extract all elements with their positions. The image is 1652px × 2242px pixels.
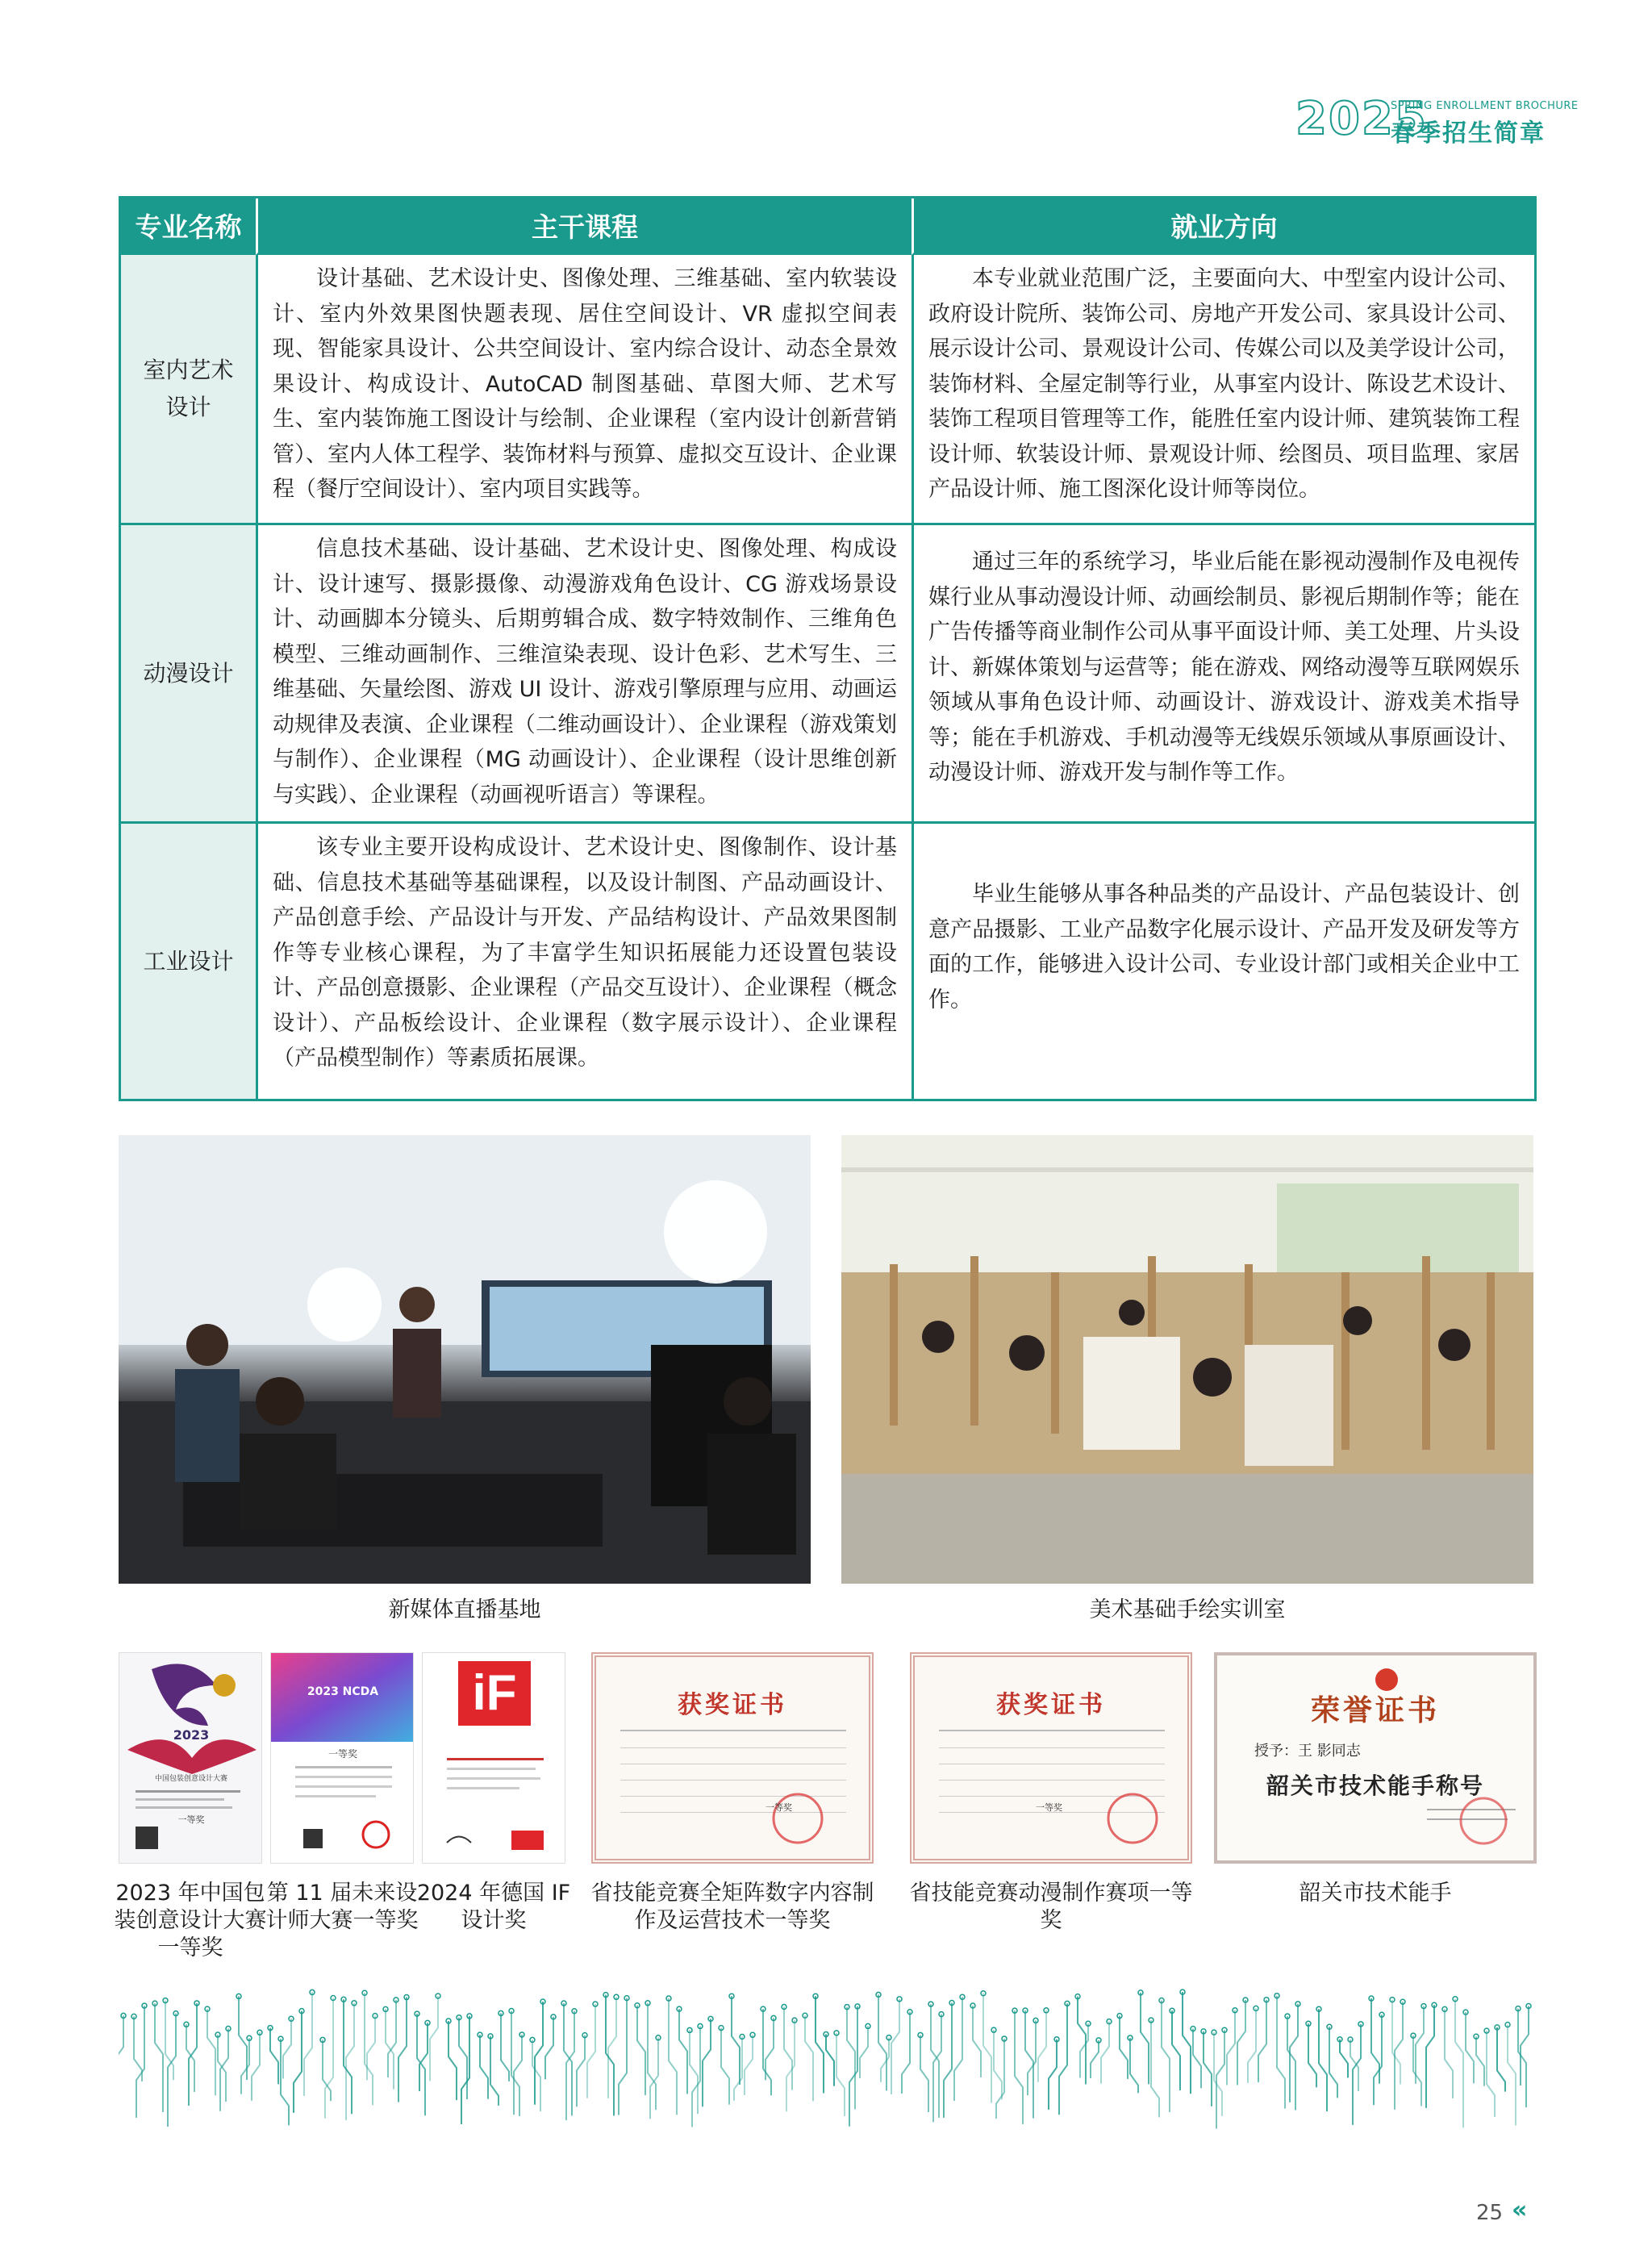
certificate-if-design bbox=[422, 1652, 565, 1864]
header-career-direction: 就业方向 bbox=[912, 198, 1537, 255]
table-header-row bbox=[119, 196, 1537, 255]
major-name: 工业设计 bbox=[119, 824, 256, 1101]
certificate-caption: 省技能竞赛动漫制作赛项一等奖 bbox=[909, 1881, 1193, 1933]
certificate-packaging-design bbox=[119, 1652, 262, 1864]
certificate-tag: 2023 NCDA bbox=[307, 1685, 379, 1698]
certificate-level: 一等奖 bbox=[766, 1802, 792, 1813]
certificate-artwork bbox=[119, 1653, 262, 1864]
table-row bbox=[119, 525, 1537, 824]
page-number: 25 bbox=[1476, 2201, 1504, 2225]
certificate-title: 中国包装创意设计大赛 bbox=[154, 1775, 227, 1783]
certificate-caption: 2023 年中国包装创意设计大赛一等奖 bbox=[114, 1881, 267, 1960]
certificate-greeting: 授予：王 影同志 bbox=[1254, 1743, 1361, 1760]
certificate-future-designer bbox=[270, 1652, 414, 1864]
certificate-provincial-digital-content bbox=[591, 1652, 874, 1864]
certificate-award: 一等奖 bbox=[177, 1814, 205, 1825]
career-direction bbox=[912, 525, 1537, 824]
certificate-caption: 省技能竞赛全矩阵数字内容制作及运营技术一等奖 bbox=[590, 1881, 874, 1933]
header-major-name: 专业名称 bbox=[119, 198, 256, 255]
certificate-caption: 韶关市技术能手 bbox=[1299, 1881, 1452, 1906]
if-logo: iF bbox=[472, 1665, 517, 1721]
certificate-year: 2023 bbox=[173, 1727, 210, 1743]
core-courses-text: 设计基础、艺术设计史、图像处理、三维基础、室内软装设计、室内外效果图快题表现、居住空间设计、VR 虚拟空间表现、智能家具设计、公共空间设计、室内综合设计、动态全景效果设计、构成设计、AutoCAD 制图基础、草图大师、艺术写生、室内装饰施工图设计与绘制、企业课程（室内设计创新营销管）、室内人体工程学、装饰材料与预算、虚拟交互设计、企业课程（餐厅空间设计）、室内项目实践等。 bbox=[273, 266, 897, 502]
certificate-level: 一等奖 bbox=[1036, 1802, 1062, 1813]
photo-caption: 美术基础手绘实训室 bbox=[1089, 1597, 1286, 1622]
chevron-left-icon: « bbox=[1512, 2196, 1528, 2224]
career-direction bbox=[912, 824, 1537, 1101]
brochure-header bbox=[1295, 93, 1579, 148]
certificate-title: 获奖证书 bbox=[996, 1691, 1106, 1719]
core-courses bbox=[256, 824, 912, 1101]
core-courses-text: 该专业主要开设构成设计、艺术设计史、图像制作、设计基础、信息技术基础等基础课程，以及设计制图、产品动画设计、产品创意手绘、产品设计与开发、产品结构设计、产品效果图制作等专业核心课程，为了丰富学生知识拓展能力还设置包装设计、产品创意摄影、企业课程（产品交互设计）、企业课程（概念设计）、产品板绘设计、企业课程（数字展示设计）、企业课程（产品模型制作）等素质拓展课。 bbox=[273, 835, 897, 1071]
header-core-courses: 主干课程 bbox=[256, 198, 912, 255]
certificate-caption: 2024 年德国 IF 设计奖 bbox=[416, 1881, 571, 1933]
photo-caption: 新媒体直播基地 bbox=[388, 1597, 541, 1622]
header-year: 2025 bbox=[1295, 93, 1428, 145]
header-subtitle-cn: 春季招生简章 bbox=[1391, 119, 1546, 148]
certificate-award: 一等奖 bbox=[327, 1748, 357, 1760]
photo-art-drawing-room bbox=[841, 1135, 1533, 1584]
header-subtitle-en: SPRING ENROLLMENT BROCHURE bbox=[1391, 100, 1579, 112]
certificate-caption: 第 11 届未来设计师大赛一等奖 bbox=[265, 1881, 419, 1933]
core-courses-text: 信息技术基础、设计基础、艺术设计史、图像处理、构成设计、设计速写、摄影摄像、动漫游戏角色设计、CG 游戏场景设计、动画脚本分镜头、后期剪辑合成、数字特效制作、三维角色模型、三维动画制作、三维渲染表现、设计色彩、艺术写生、三维基础、矢量绘图、游戏 UI 设计、游戏引擎原理与应用、动画运动规律及表演、企业课程（二维动画设计）、企业课程（游戏策划与制作）、企业课程（MG 动画设计）、企业课程（设计思维创新与实践）、企业课程（动画视听语言）等课程。 bbox=[273, 536, 897, 808]
career-direction bbox=[912, 255, 1537, 525]
career-direction-text: 通过三年的系统学习，毕业后能在影视动漫制作及电视传媒行业从事动漫设计师、动画绘制员、影视后期制作等；能在广告传播等商业制作公司从事平面设计师、美工处理、片头设计、新媒体策划与运营等；能在游戏、网络动漫等互联网娱乐领域从事角色设计师、动画设计、游戏设计、游戏美术指导等；能在手机游戏、手机动漫等无线娱乐领域从事原画设计、动漫设计师、游戏开发与制作等工作。 bbox=[928, 549, 1520, 785]
core-courses bbox=[256, 255, 912, 525]
certificate-shaoguan-technical-expert bbox=[1214, 1652, 1537, 1864]
career-direction-text: 毕业生能够从事各种品类的产品设计、产品包装设计、创意产品摄影、工业产品数字化展示设计、产品开发及研发等方面的工作，能够进入设计公司、专业设计部门或相关企业中工作。 bbox=[928, 882, 1520, 1012]
table-row bbox=[119, 824, 1537, 1101]
drawing-room-illustration bbox=[841, 1135, 1533, 1584]
certificate-title: 获奖证书 bbox=[678, 1691, 787, 1719]
certificate-title: 荣誉证书 bbox=[1310, 1693, 1440, 1727]
career-direction-text: 本专业就业范围广泛，主要面向大、中型室内设计公司、政府设计院所、装饰公司、房地产开发公司、家具设计公司、展示设计公司、景观设计公司、传媒公司以及美学设计公司，装饰材料、全屋定制等行业，从事室内设计、陈设艺术设计、装饰工程项目管理等工作，能胜任室内设计师、建筑装饰工程设计师、软装设计师、景观设计师、绘图员、项目监理、家居产品设计师、施工图深化设计师等岗位。 bbox=[928, 266, 1520, 502]
major-name: 动漫设计 bbox=[119, 525, 256, 824]
major-name: 室内艺术设计 bbox=[119, 255, 256, 525]
core-courses bbox=[256, 525, 912, 824]
photo-live-streaming-base bbox=[119, 1135, 811, 1584]
certificate-honor: 韶关市技术能手称号 bbox=[1266, 1772, 1484, 1799]
table-row bbox=[119, 255, 1537, 525]
live-streaming-illustration bbox=[119, 1135, 811, 1584]
majors-table bbox=[119, 196, 1537, 1101]
certificate-provincial-animation bbox=[910, 1652, 1192, 1864]
circuit-decoration bbox=[119, 1989, 1537, 2132]
